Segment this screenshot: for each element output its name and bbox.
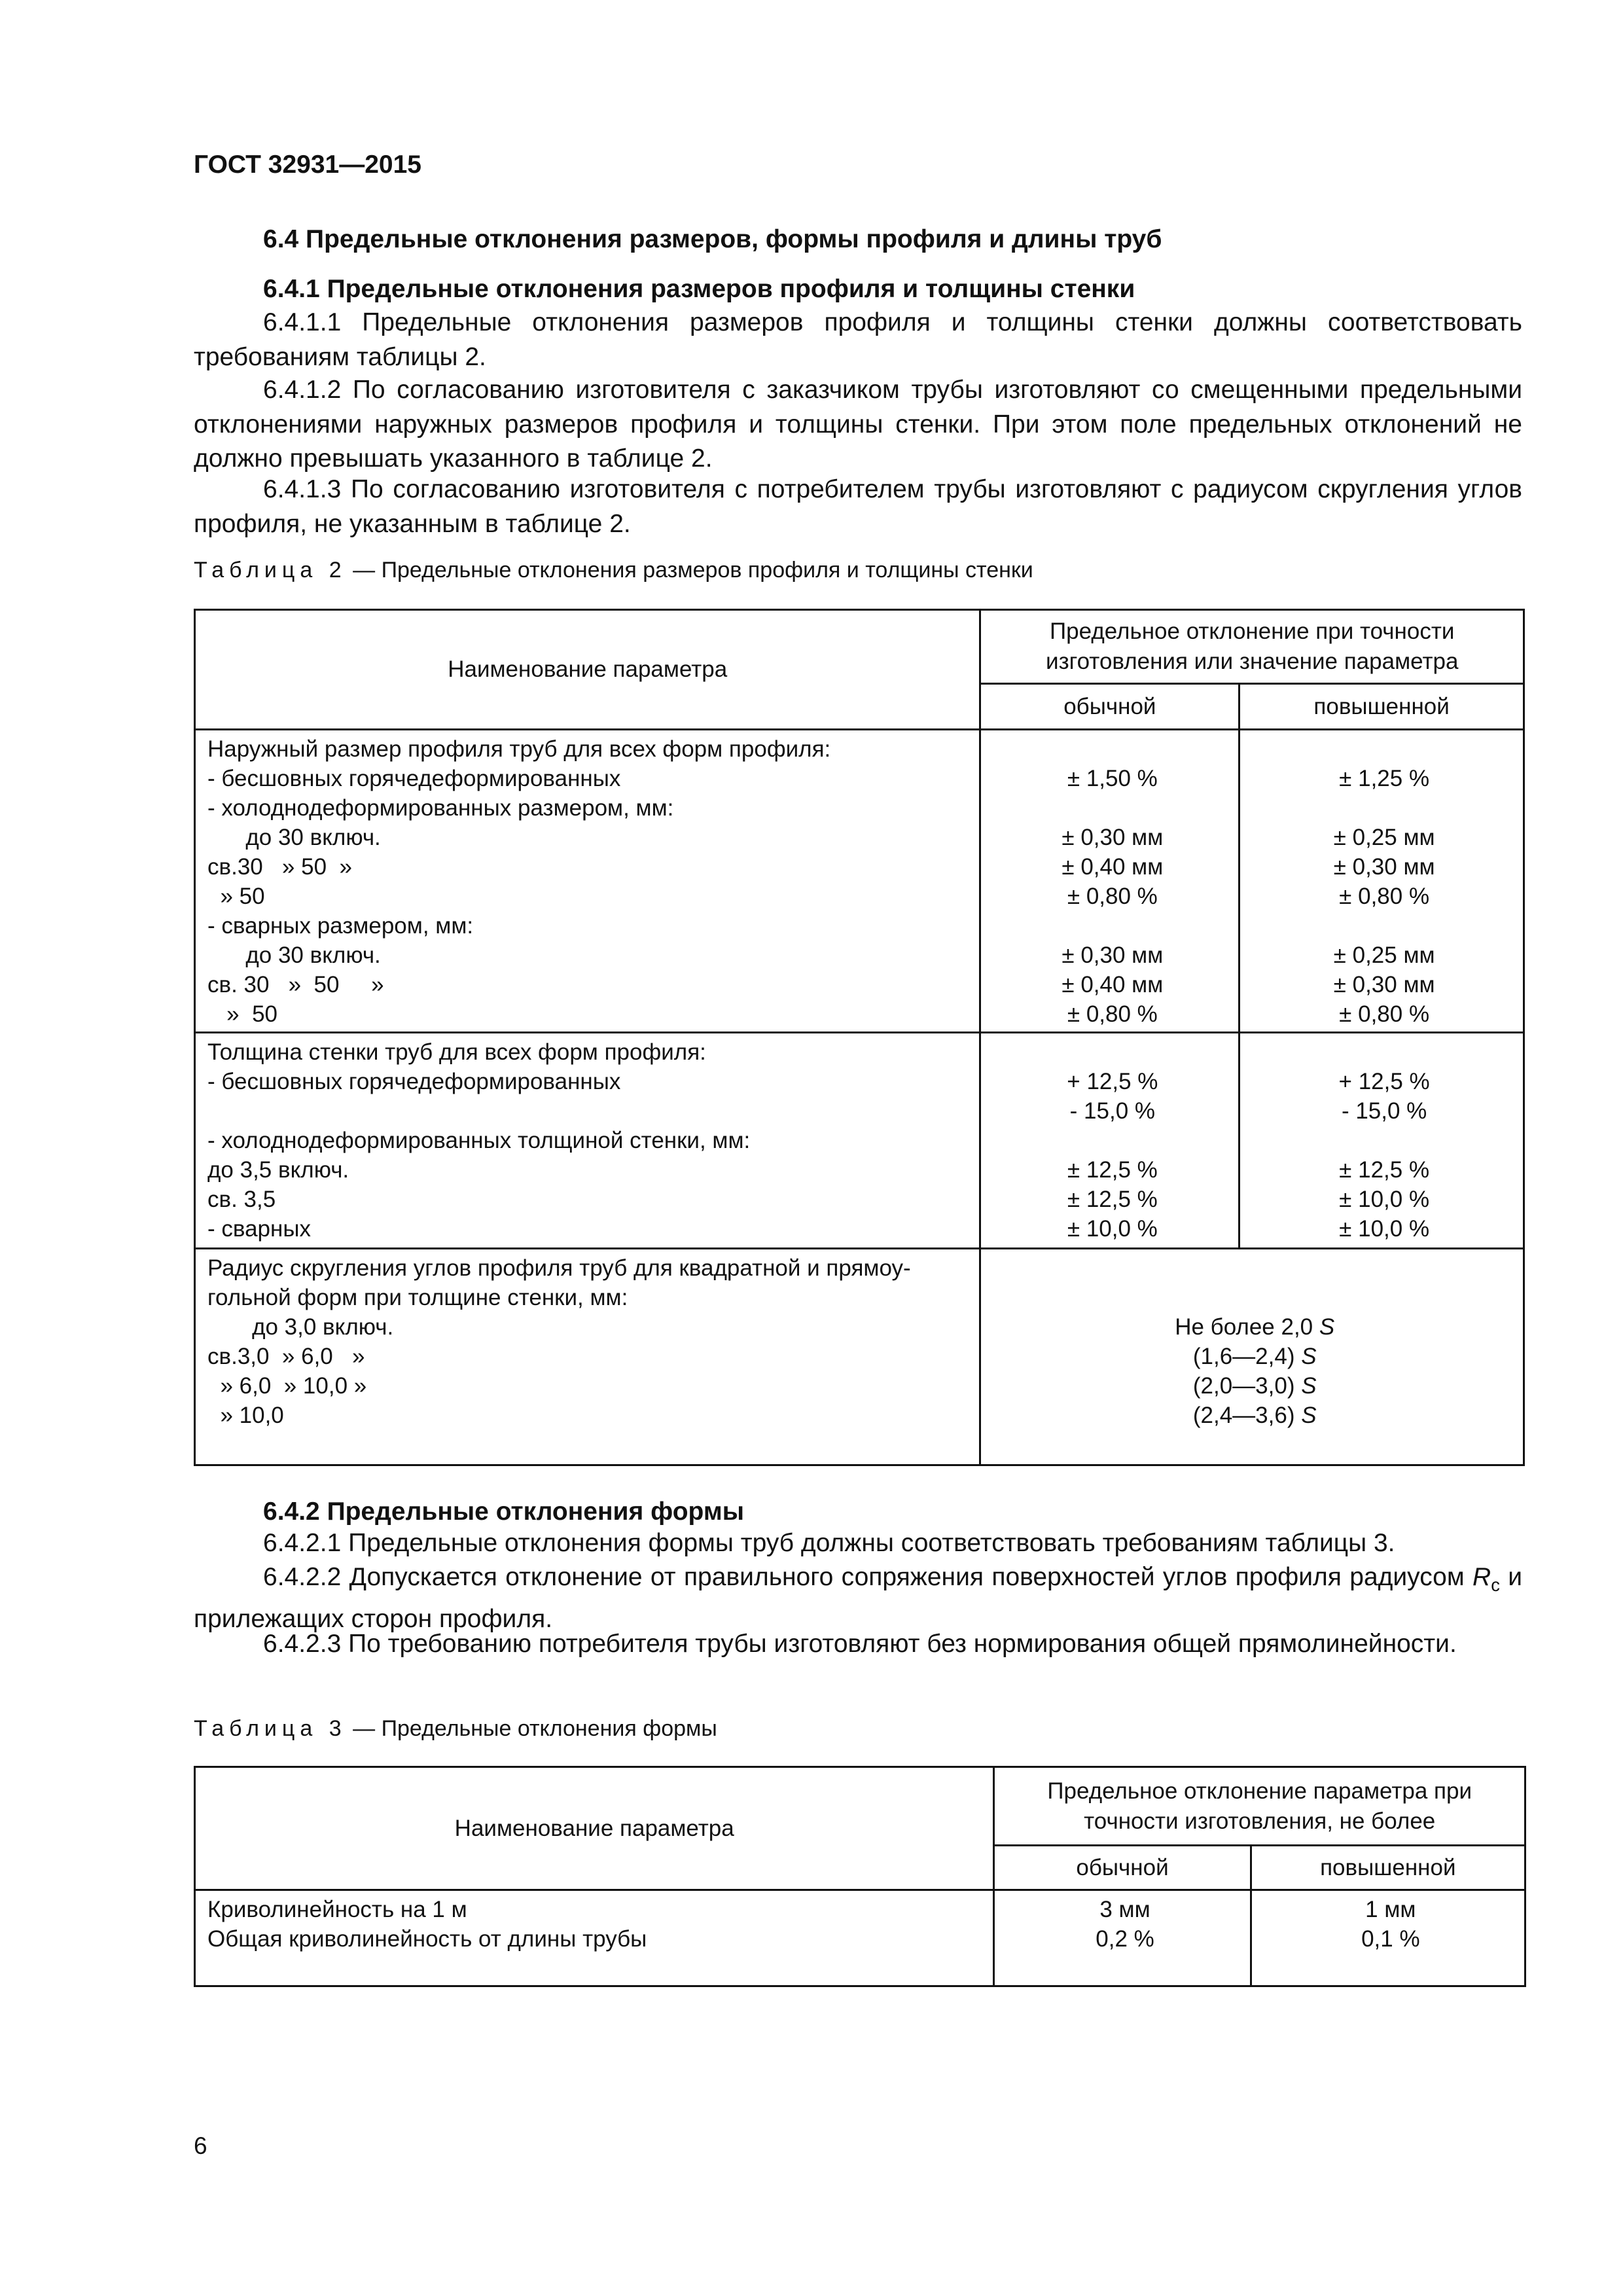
table-2-caption-text: — Предельные отклонения размеров профиля и толщины стенки [346,558,1033,583]
table-2-high-value: ± 0,25 мм [1333,942,1435,968]
table-2-row-outer-size-high [1240,730,1524,1033]
table-2-param-line: св. 30 » 50 » [207,972,384,997]
table-3-body-normal [994,1890,1251,1986]
table-2-header-high: повышенной [1240,684,1524,730]
table-2-param-line: до 30 включ. [207,942,381,968]
table-2-normal-value: ± 0,40 мм [1061,972,1164,997]
table-2-param-line: » 10,0 [207,1403,284,1428]
table-2-normal-value: ± 0,40 мм [1061,854,1164,880]
section-6-4-1-heading: 6.4.1 Предельные отклонения размеров профиля и толщины стенки [263,275,1135,303]
table-2-normal-value [993,793,1232,823]
table-2-radius-value [993,1401,1516,1430]
table-2-param-line: св.3,0 » 6,0 » [207,1344,365,1369]
table-2-row-outer-size-param [195,730,980,1033]
table-3-caption-text: — Предельные отклонения формы [346,1716,717,1741]
paragraph-6-4-1-2: 6.4.1.2 По согласованию изготовителя с заказчиком трубы изготовляют со смещенными предельными отклонениями наружных размеров профиля и толщины стенки. При этом поле предельных отклонений не должно превышать указанного в таблице 2. [194,376,1522,473]
table-3-header-param: Наименование параметра [195,1767,994,1890]
table-3 [194,1766,1526,1987]
paragraph-6-4-2-2-text-start: 6.4.2.2 Допускается отклонение от правильного сопряжения поверхностей углов профиля радиусом [263,1563,1473,1591]
paragraph-6-4-2-2-text-end: и прилежащих сторон профиля. [194,1563,1523,1634]
paragraph-6-4-2-3: 6.4.2.3 По требованию потребителя трубы изготовляют без нормирования общей прямолинейности. [263,1630,1457,1658]
table-3-row-high: 0,1 % [1361,1926,1420,1952]
table-2-high-value [1252,734,1516,764]
table-2-radius-value [993,1342,1516,1371]
table-2-radius-value [993,1312,1516,1342]
paragraph-6-4-2-2 [194,1560,1522,1637]
table-2 [194,609,1525,1466]
table-3-body-param [195,1890,994,1986]
table-3-row-param: Криволинейность на 1 м [207,1897,467,1922]
paragraph-6-4-2-1: 6.4.2.1 Предельные отклонения формы труб должны соответствовать требованиям таблицы 3. [263,1529,1395,1557]
page-number: 6 [194,2132,207,2159]
table-2-param-line: - сварных [207,1216,311,1242]
table-2-param-line: Наружный размер профиля труб для всех форм профиля: [207,736,831,762]
table-2-header-group: Предельное отклонение при точности изготовления или значение параметра [980,610,1524,684]
table-2-row-radius-value [980,1249,1524,1465]
table-2-param-line: Радиус скругления углов профиля труб для квадратной и прямоу- [207,1255,911,1281]
table-2-param-line: - бесшовных горячедеформированных [207,766,621,791]
table-2-normal-value [993,911,1232,941]
table-2-param-line: до 30 включ. [207,825,381,850]
table-2-normal-value [993,734,1232,764]
table-2-param-line: св. 3,5 [207,1187,276,1212]
paragraph-6-4-1-3: 6.4.1.3 По согласованию изготовителя с потребителем трубы изготовляют с радиусом скругления углов профиля, не указанным в таблице 2. [194,475,1522,538]
document-header: ГОСТ 32931—2015 [194,151,421,179]
table-2-header-param: Наименование параметра [195,610,980,730]
table-2-high-value: ± 0,30 мм [1333,854,1435,880]
table-3-row-normal: 0,2 % [1096,1926,1154,1952]
table-3-header-normal: обычной [994,1846,1251,1890]
table-2-param-line: » 50 [207,884,265,909]
radius-subscript: c [1491,1574,1500,1595]
table-2-radius-value [993,1253,1516,1283]
table-2-param-line: до 3,5 включ. [207,1157,349,1183]
table-2-param-line: до 3,0 включ. [207,1314,394,1340]
table-3-caption [194,1716,717,1742]
table-3-header-group: Предельное отклонение параметра при точности изготовления, не более [994,1767,1525,1846]
table-2-param-line: Толщина стенки труб для всех форм профиля: [207,1039,706,1065]
table-2-param-line: - бесшовных горячедеформированных [207,1069,621,1094]
table-3-body-high [1251,1890,1525,1986]
section-6-4-heading: 6.4 Предельные отклонения размеров, формы профиля и длины труб [263,225,1162,253]
table-2-high-value [1252,911,1516,941]
table-2-normal-value: ± 0,30 мм [1061,825,1164,850]
table-2-normal-value: ± 0,30 мм [1061,942,1164,968]
radius-value-text: (1,6—2,4) [1192,1344,1302,1369]
radius-value-text: Не более 2,0 [1175,1314,1319,1340]
wall-thickness-symbol: S [1319,1314,1335,1340]
table-2-caption-prefix: Таблица 2 [194,558,347,583]
table-2-param-line [207,1096,972,1126]
table-2-normal-value: ± 1,50 % [1067,766,1158,791]
table-2-high-value: ± 10,0 % [1339,1216,1430,1242]
table-2-row-wall-normal [980,1033,1240,1249]
table-2-radius-value [993,1371,1516,1401]
section-6-4-2-heading: 6.4.2 Предельные отклонения формы [263,1498,745,1526]
table-2-row-outer-size-normal [980,730,1240,1033]
table-2-header-normal: обычной [980,684,1240,730]
table-3-row-high: 1 мм [1365,1897,1416,1922]
table-2-normal-value: - 15,0 % [1069,1098,1156,1124]
table-2-normal-value: ± 10,0 % [1067,1216,1158,1242]
table-2-high-value: ± 0,30 мм [1333,972,1435,997]
radius-symbol: R [1472,1563,1491,1591]
table-2-high-value: - 15,0 % [1341,1098,1427,1124]
table-2-param-line: св.30 » 50 » [207,854,352,880]
table-2-normal-value: ± 0,80 % [1067,884,1158,909]
table-3-row-normal: 3 мм [1099,1897,1150,1922]
table-2-normal-value: + 12,5 % [1067,1069,1158,1094]
wall-thickness-symbol: S [1301,1403,1317,1428]
table-2-normal-value: ± 12,5 % [1067,1187,1158,1212]
table-2-param-line: - сварных размером, мм: [207,913,474,939]
table-2-row-wall-high [1240,1033,1524,1249]
wall-thickness-symbol: S [1301,1344,1317,1369]
table-2-high-value: ± 12,5 % [1339,1157,1430,1183]
table-2-high-value: ± 0,25 мм [1333,825,1435,850]
paragraph-6-4-1-1: 6.4.1.1 Предельные отклонения размеров профиля и толщины стенки должны соответствовать требованиям таблицы 2. [194,308,1522,371]
table-2-caption [194,558,1033,583]
table-2-param-line: - холоднодеформированных толщиной стенки, мм: [207,1128,751,1153]
table-3-header-high: повышенной [1251,1846,1525,1890]
table-2-high-value [1252,1037,1516,1067]
table-2-high-value [1252,1126,1516,1155]
table-2-high-value: ± 0,80 % [1339,1001,1430,1027]
table-3-row-param: Общая криволинейность от длины трубы [207,1926,647,1952]
table-2-normal-value: ± 12,5 % [1067,1157,1158,1183]
table-2-normal-value [993,1037,1232,1067]
table-2-normal-value: ± 0,80 % [1067,1001,1158,1027]
table-2-param-line: » 6,0 » 10,0 » [207,1373,367,1399]
table-2-param-line: - холоднодеформированных размером, мм: [207,795,674,821]
table-2-param-line: гольной форм при толщине стенки, мм: [207,1285,628,1310]
table-2-high-value: ± 0,80 % [1339,884,1430,909]
table-2-high-value [1252,793,1516,823]
radius-value-text: (2,4—3,6) [1192,1403,1302,1428]
table-3-caption-prefix: Таблица 3 [194,1716,347,1741]
table-2-high-value: ± 1,25 % [1339,766,1430,791]
table-2-row-radius-param [195,1249,980,1465]
table-2-high-value: ± 10,0 % [1339,1187,1430,1212]
wall-thickness-symbol: S [1301,1373,1317,1399]
radius-value-text: (2,0—3,0) [1192,1373,1302,1399]
table-2-normal-value [993,1126,1232,1155]
table-2-param-line: » 50 [207,1001,278,1027]
table-2-row-wall-param [195,1033,980,1249]
table-2-high-value: + 12,5 % [1338,1069,1430,1094]
table-2-radius-value [993,1283,1516,1312]
